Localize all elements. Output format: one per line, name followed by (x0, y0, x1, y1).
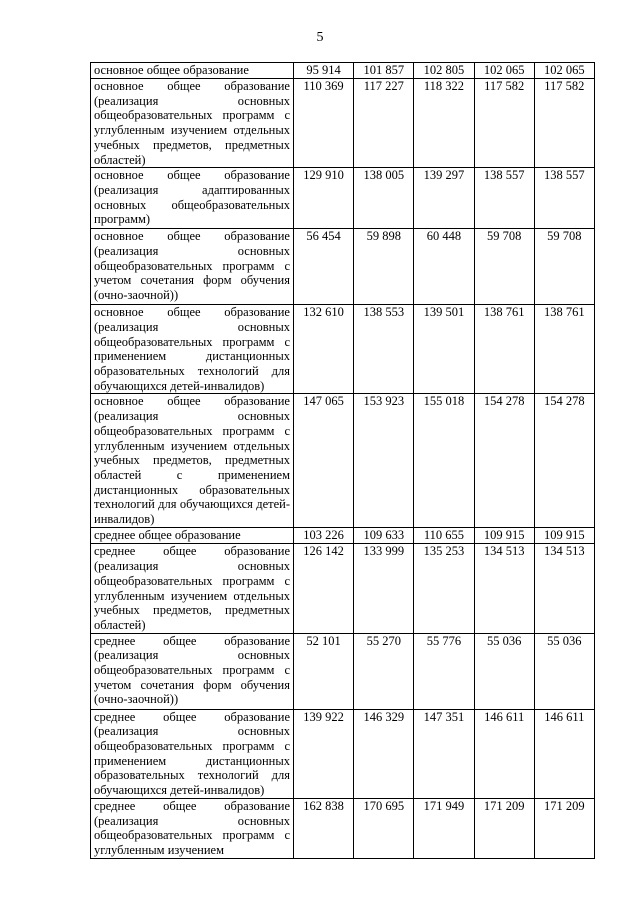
value-cell: 118 322 (414, 79, 474, 168)
row-label: среднее общее образование (реализация основных общеобразовательных программ с применением дистанционных образовательных технологий для обучающихся детей-инвалидов) (91, 709, 294, 798)
value-cell: 153 923 (354, 394, 414, 528)
value-cell: 95 914 (294, 63, 354, 79)
value-cell: 171 949 (414, 798, 474, 858)
value-cell: 60 448 (414, 229, 474, 305)
value-cell: 139 501 (414, 305, 474, 394)
value-cell: 154 278 (474, 394, 534, 528)
value-cell: 109 915 (474, 528, 534, 544)
value-cell: 139 922 (294, 709, 354, 798)
value-cell: 110 369 (294, 79, 354, 168)
row-label: основное общее образование (91, 63, 294, 79)
value-cell: 103 226 (294, 528, 354, 544)
value-cell: 59 898 (354, 229, 414, 305)
table-row (91, 63, 595, 79)
row-label: среднее общее образование (91, 528, 294, 544)
value-cell: 132 610 (294, 305, 354, 394)
row-label: основное общее образование (реализация основных общеобразовательных программ с углубленным изучением отдельных учебных предметов, предметных областей) (91, 79, 294, 168)
value-cell: 154 278 (534, 394, 594, 528)
row-label: основное общее образование (реализация основных общеобразовательных программ с углубленным изучением отдельных учебных предметов, предметных областей с применением дистанционных образовательных технологий для обучающихся детей-инвалидов) (91, 394, 294, 528)
value-cell: 133 999 (354, 544, 414, 633)
value-cell: 134 513 (474, 544, 534, 633)
value-cell: 138 557 (474, 168, 534, 229)
value-cell: 171 209 (474, 798, 534, 858)
value-cell: 55 036 (474, 633, 534, 709)
row-label: основное общее образование (реализация адаптированных основных общеобразовательных программ) (91, 168, 294, 229)
value-cell: 138 553 (354, 305, 414, 394)
page-number: 5 (316, 30, 324, 45)
value-cell: 147 351 (414, 709, 474, 798)
value-cell: 101 857 (354, 63, 414, 79)
row-label: основное общее образование (реализация основных общеобразовательных программ с применением дистанционных образовательных технологий для обучающихся детей-инвалидов) (91, 305, 294, 394)
value-cell: 102 805 (414, 63, 474, 79)
value-cell: 126 142 (294, 544, 354, 633)
table-row (91, 168, 595, 229)
row-label: среднее общее образование (реализация основных общеобразовательных программ с учетом сочетания форм обучения (очно-заочной)) (91, 633, 294, 709)
value-cell: 170 695 (354, 798, 414, 858)
value-cell: 102 065 (474, 63, 534, 79)
value-cell: 146 329 (354, 709, 414, 798)
value-cell: 102 065 (534, 63, 594, 79)
value-cell: 109 633 (354, 528, 414, 544)
value-cell: 109 915 (534, 528, 594, 544)
value-cell: 139 297 (414, 168, 474, 229)
value-cell: 55 776 (414, 633, 474, 709)
value-cell: 55 270 (354, 633, 414, 709)
table-row (91, 229, 595, 305)
value-cell: 59 708 (474, 229, 534, 305)
table-row (91, 305, 595, 394)
table-row (91, 544, 595, 633)
value-cell: 162 838 (294, 798, 354, 858)
row-label: среднее общее образование (реализация основных общеобразовательных программ с углубленным изучением отдельных учебных предметов, предметных областей) (91, 544, 294, 633)
table-row (91, 528, 595, 544)
value-cell: 134 513 (534, 544, 594, 633)
value-cell: 138 761 (534, 305, 594, 394)
value-cell: 117 227 (354, 79, 414, 168)
value-cell: 55 036 (534, 633, 594, 709)
value-cell: 138 761 (474, 305, 534, 394)
row-label: основное общее образование (реализация основных общеобразовательных программ с учетом сочетания форм обучения (очно-заочной)) (91, 229, 294, 305)
value-cell: 146 611 (474, 709, 534, 798)
value-cell: 52 101 (294, 633, 354, 709)
value-cell: 147 065 (294, 394, 354, 528)
table-row (91, 798, 595, 858)
row-label: среднее общее образование (реализация основных общеобразовательных программ с углубленным изучением (91, 798, 294, 858)
table-row (91, 709, 595, 798)
value-cell: 59 708 (534, 229, 594, 305)
value-cell: 138 557 (534, 168, 594, 229)
value-cell: 138 005 (354, 168, 414, 229)
value-cell: 155 018 (414, 394, 474, 528)
value-cell: 171 209 (534, 798, 594, 858)
value-cell: 146 611 (534, 709, 594, 798)
value-cell: 129 910 (294, 168, 354, 229)
value-cell: 117 582 (534, 79, 594, 168)
value-cell: 117 582 (474, 79, 534, 168)
table-row (91, 79, 595, 168)
cost-table (90, 62, 595, 859)
value-cell: 110 655 (414, 528, 474, 544)
table-row (91, 394, 595, 528)
value-cell: 56 454 (294, 229, 354, 305)
table-row (91, 633, 595, 709)
value-cell: 135 253 (414, 544, 474, 633)
